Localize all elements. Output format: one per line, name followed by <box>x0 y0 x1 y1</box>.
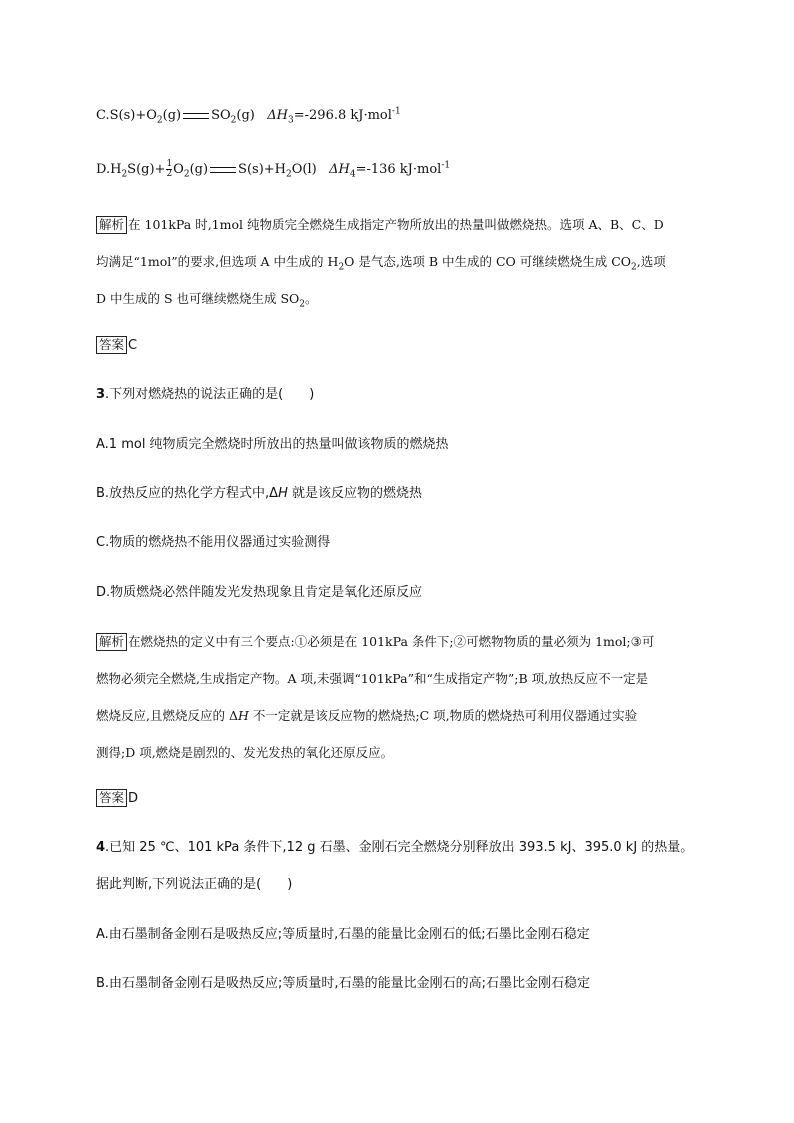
answer-3: 答案 D <box>96 789 138 809</box>
question-3-option-d: D.物质燃烧必然伴随发光发热现象且肯定是氧化还原反应 <box>96 585 423 600</box>
equals-arrow <box>183 113 209 119</box>
answer-2: 答案 C <box>96 336 137 356</box>
option-c-equation: $C.S(s)+O_2(g)$ $SO_2(g)$ $\Delta H_3=-296.8$ kJ·mol$^{-1}$ <box>96 106 401 126</box>
answer-tag: 答案 <box>96 336 127 354</box>
question-3-option-b: B.放热反应的热化学方程式中,ΔH 就是该反应物的燃烧热 <box>96 486 422 501</box>
explanation-block-2: 解析 在 101kPa 时,1mol 纯物质完全燃烧生成指定产物所放出的热量叫做燃烧热。选项 A、B、C、D 均满足“1mol”的要求,但选项 A 中生成的 $H_2O$ 是气态,选项 B 中生成的 CO 可继续燃烧生成 $CO_2$,选项 D 中生成的 S 也可继续燃烧生成 $SO_2$。 <box>96 217 666 310</box>
explanation-block-3: 解析 在燃烧热的定义中有三个要点:①必须是在 101kPa 条件下;②可燃物物质的量必须为 1mol;③可 燃物必须完全燃烧,生成指定产物。A 项,未强调“101kPa”和“生成指定产物”;B 项,放热反应不一定是 燃烧反应,且燃烧反应的 ΔH 不一定就是该反应物的燃烧热;C 项,物质的燃烧热可利用仪器通过实验 测得;D 项,燃烧是剧烈的、发光发热的氧化还原反应。 <box>96 634 655 760</box>
question-4-option-b: B.由石墨制备金刚石是吸热反应;等质量时,石墨的能量比金刚石的高;石墨比金刚石稳定 <box>96 976 590 991</box>
question-3-option-a: A.1 mol 纯物质完全燃烧时所放出的热量叫做该物质的燃烧热 <box>96 437 449 452</box>
question-4-option-a: A.由石墨制备金刚石是吸热反应;等质量时,石墨的能量比金刚石的低;石墨比金刚石稳定 <box>96 927 590 942</box>
question-3-option-c: C.物质的燃烧热不能用仪器通过实验测得 <box>96 535 331 550</box>
equals-arrow <box>210 167 236 173</box>
question-4-stem-line-1: 4.已知 25 ℃、101 kPa 条件下,12 g 石墨、金刚石完全燃烧分别释放出 393.5 kJ、395.0 kJ 的热量。 <box>96 840 694 855</box>
explanation-tag: 解析 <box>96 633 127 651</box>
explanation-tag: 解析 <box>96 216 127 234</box>
fraction-half: $\frac{1}{2}$ <box>166 159 173 179</box>
question-4-stem-line-2: 据此判断,下列说法正确的是( ) <box>96 877 293 892</box>
question-3-stem: 3.下列对燃烧热的说法正确的是( ) <box>96 387 315 402</box>
option-d-equation: $D.H_2S(g)+$ $\frac{1}{2}$ $O_2(g)$ $S(s)+H_2O(l)$ $\Delta H_4=-136$ kJ·mol$^{-1}$ <box>96 159 451 180</box>
answer-tag: 答案 <box>96 789 127 807</box>
